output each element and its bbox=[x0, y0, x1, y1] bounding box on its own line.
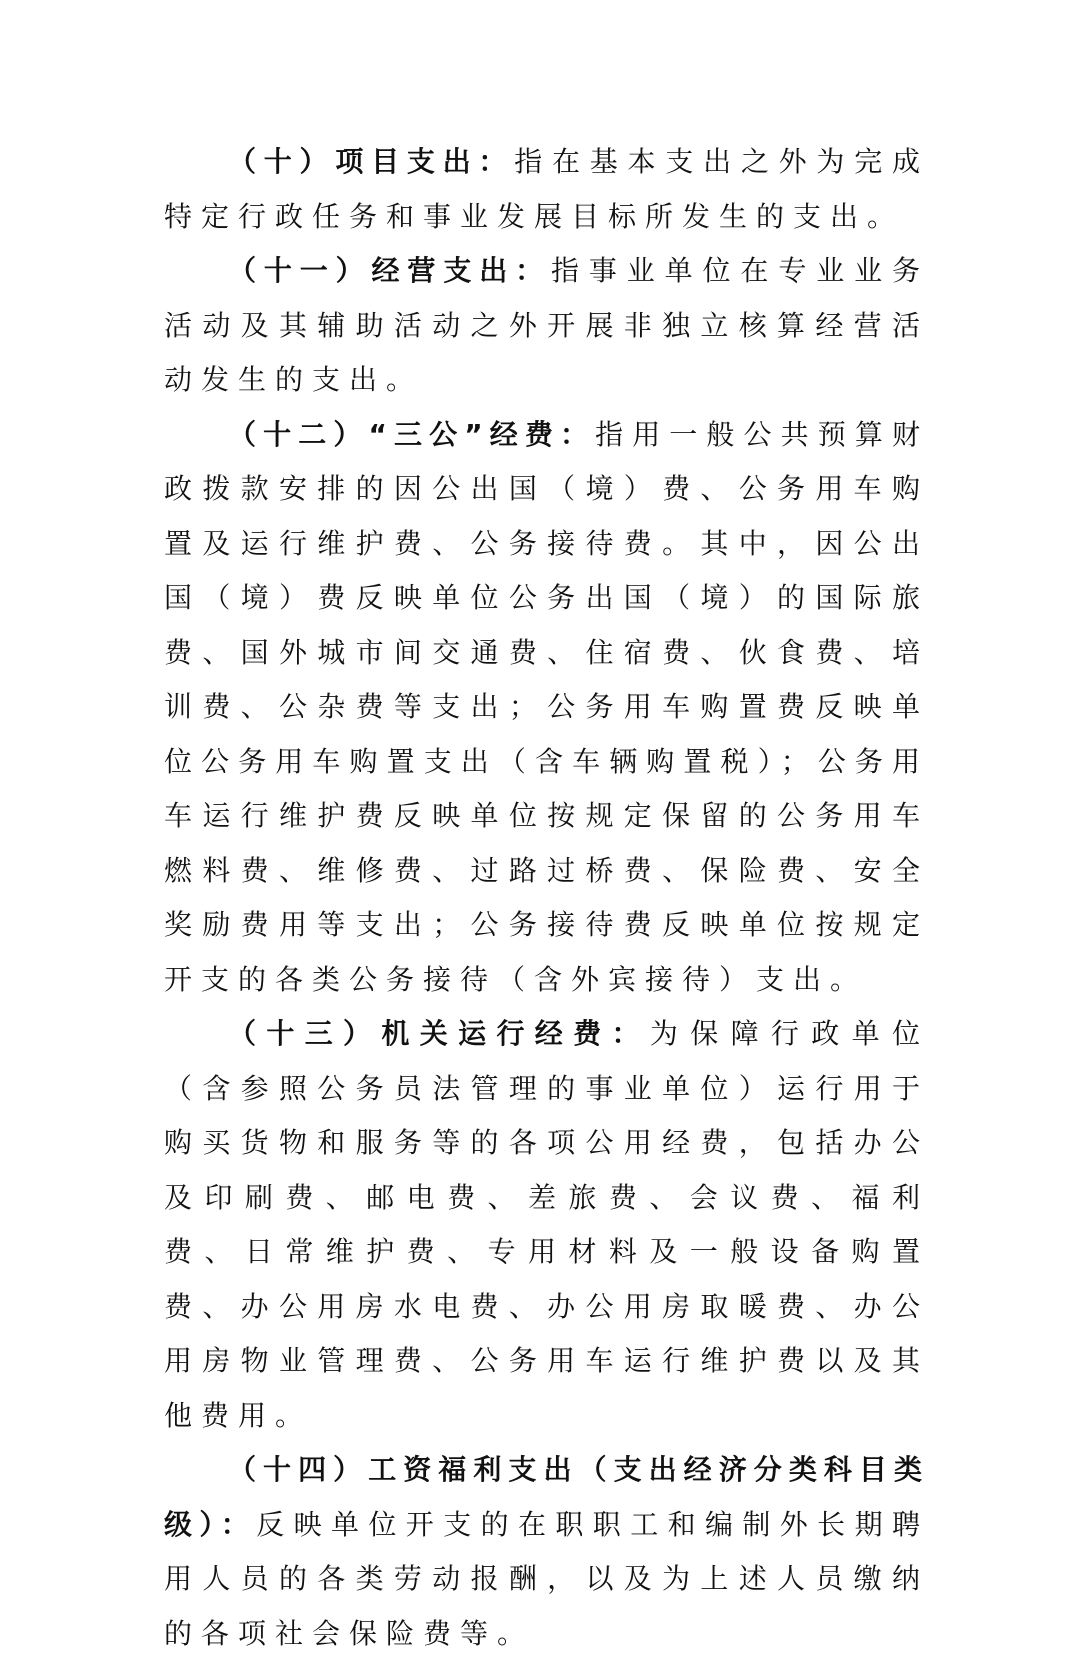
paragraph-heading: （十四）工资福利支出（支出经济分类科目类级）： bbox=[164, 1453, 929, 1541]
paragraph-text: 反映单位开支的在职职工和编制外长期聘用人员的各类劳动报酬，以及为上述人员缴纳的各项社会保险费等。 bbox=[164, 1507, 929, 1650]
paragraph-project-expenditure bbox=[164, 135, 929, 244]
paragraph-text: 指在基本支出之外为完成特定行政任务和事业发展目标所发生的支出。 bbox=[164, 145, 929, 233]
paragraph-heading: （十三）机关运行经费： bbox=[228, 1017, 650, 1050]
paragraph-text: 指事业单位在专业业务活动及其辅助活动之外开展非独立核算经营活动发生的支出。 bbox=[164, 254, 929, 396]
paragraph-agency-operating-funds bbox=[164, 1007, 929, 1443]
paragraph-heading: （十二）“三公”经费： bbox=[228, 417, 596, 451]
paragraph-text: 指用一般公共预算财政拨款安排的因公出国（境）费、公务用车购置及运行维护费、公务接待费。其中，因公出国（境）费反映单位公务出国（境）的国际旅费、国外城市间交通费、住宿费、伙食费、培训费、公杂费等支出；公务用车购置费反映单位公务用车购置支出（含车辆购置税）；公务用车运行维护费反映单位按规定保留的公务用车燃料费、维修费、过路过桥费、保险费、安全奖励费用等支出；公务接待费反映单位按规定开支的各类公务接待（含外宾接待）支出。 bbox=[164, 417, 929, 996]
document-body bbox=[164, 135, 929, 1661]
paragraph-wage-welfare-expenditure bbox=[164, 1443, 929, 1661]
paragraph-heading: （十）项目支出： bbox=[228, 145, 515, 178]
paragraph-heading: （十一）经营支出： bbox=[228, 254, 551, 287]
paragraph-text: 为保障行政单位（含参照公务员法管理的事业单位）运行用于购买货物和服务等的各项公用经费，包括办公及印刷费、邮电费、差旅费、会议费、福利费、日常维护费、专用材料及一般设备购置费、办公用房水电费、办公用房取暖费、办公用房物业管理费、公务用车运行维护费以及其他费用。 bbox=[164, 1017, 929, 1432]
paragraph-operating-expenditure bbox=[164, 244, 929, 408]
paragraph-three-public-expenses bbox=[164, 408, 929, 1008]
